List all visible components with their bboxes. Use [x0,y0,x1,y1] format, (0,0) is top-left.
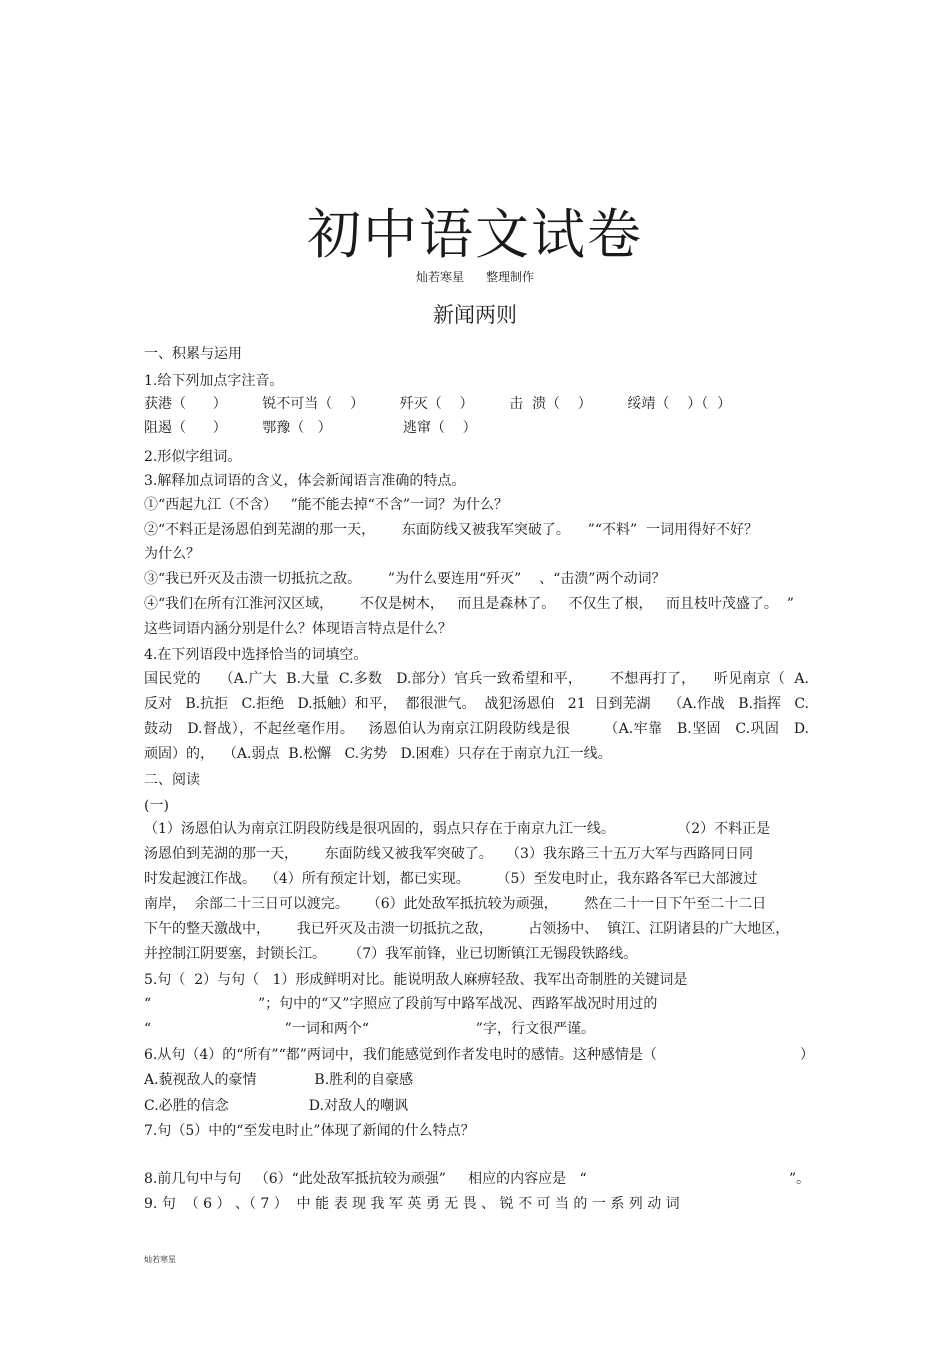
q5-blank-line: “ ”一词和两个“ ”字，行文很严谨。 [144,1021,595,1037]
q3-item-1: ①“西起九江（不含） ”能不能去掉“不含”一词？为什么？ [144,497,508,513]
question-2: 2.形似字组词。 [144,449,242,465]
passage-line: 并控制江阴要塞，封锁长江。 （7）我军前锋，业已切断镇江无锡段铁路线。 [144,946,638,962]
question-9: 9. 句 （ 6 ） 、（ 7 ） 中 能 表 现 我 军 英 勇 无 畏 、 锐 不 可 当 的 一 系 列 动 词 [144,1196,680,1212]
author-name: 灿若寒星 [415,270,464,284]
passage-line: 下午的整天激战中， 我已歼灭及击溃一切抵抗之敌， 占领扬中、 镇江、江阴诸县的广大地区， [144,921,790,937]
q6-bracket: ） [800,1047,814,1063]
question-7: 7.句（5）中的“至发电时止”体现了新闻的什么特点？ [144,1123,475,1139]
q3-item-2-cont: 为什么？ [144,546,200,562]
q6-options-ab: A.藐视敌人的豪情 B.胜利的自豪感 [144,1072,414,1088]
q3-item-4-cont: 这些词语内涵分别是什么？体现语言特点是什么？ [144,621,452,637]
q4-passage-line: 反对 B.抗拒 C.拒绝 D.抵触）和平， 都很泄气。 战犯汤恩伯 21 日到芜湖 （A.作战 B.指挥 C. [144,696,809,712]
question-6: 6.从句（4）的“所有”“都”两词中，我们能感觉到作者发电时的感情。这种感情是（ [144,1047,657,1063]
lesson-title: 新闻两则 [433,303,517,327]
question-1: 1.给下列加点字注音。 [144,373,284,389]
question-3: 3.解释加点词语的含义，体会新闻语言准确的特点。 [144,473,466,489]
passage-line: 时发起渡江作战。 （4）所有预定计划，都已实现。 （5）至发电时止，我东路各军已大部渡过 [144,871,758,887]
q5-blank-line: “ ”；句中的“又”字照应了段前写中路军战况、西路军战况时用过的 [144,996,658,1012]
question-5: 5.句（ 2）与句（ 1）形成鲜明对比。能说明敌人麻痹轻敌、我军出奇制胜的关键词是 [144,972,688,988]
author-credit [0,268,950,286]
q4-passage-line: 国民党的 （A.广大 B.大量 C.多数 D.部分）官兵一致希望和平， 不想再打了， 听见南京（ A. [144,671,809,687]
q6-options-cd: C.必胜的信念 D.对敌人的嘲讽 [144,1098,408,1114]
passage-label: (一) [144,798,169,814]
q4-passage-line: 鼓动 D.督战），不起丝毫作用。 汤恩伯认为南京江阴段防线是很 （A.牢靠 B.坚固 C.巩固 D. [144,721,809,737]
pinyin-row-2: 阻遏（ ） 鄂豫（ ） 逃窜（ ） [144,420,477,436]
question-4: 4.在下列语段中选择恰当的词填空。 [144,647,368,663]
q3-item-2: ②“不料正是汤恩伯到芜湖的那一天， 东面防线又被我军突破了。 ”“不料” 一词用得好不好？ [144,522,759,538]
q8-end: ”。 [789,1171,811,1187]
q4-passage-line: 顽固）的， （A.弱点 B.松懈 C.劣势 D.困难）只存在于南京九江一线。 [144,746,612,762]
q3-item-3: ③“我已歼灭及击溃一切抵抗之敌。 ”为什么要连用“歼灭” 、“击溃”两个动词？ [144,571,666,587]
passage-line: （1）汤恩伯认为南京江阴段防线是很巩固的，弱点只存在于南京九江一线。 （2）不料正是 [144,821,771,837]
question-8: 8.前几句中与句 （6）“此处敌军抵抗较为顽强” 相应的内容应是 “ [144,1171,587,1187]
q3-item-4: ④“我们在所有江淮河汉区域， 不仅是树木， 而且是森林了。 不仅生了根， 而且枝叶茂盛了。 ” [144,596,794,612]
passage-line: 南岸， 余部二十三日可以渡完。 （6）此处敌军抵抗较为顽强， 然在二十一日下午至二十二日 [144,896,767,912]
credit-text: 整理制作 [486,270,535,284]
page-title: 初中语文试卷 [307,203,643,266]
passage-line: 汤恩伯到芜湖的那一天， 东面防线又被我军突破了。 （3）我东路三十五万大军与西路同日同 [144,846,753,862]
pinyin-row-1: 获港（ ） 锐不可当（ ） 歼灭（ ） 击 溃（ ） 绥靖（ ）（ ） [144,396,732,412]
section-heading: 二、阅读 [144,772,200,788]
section-heading: 一、积累与运用 [144,346,242,362]
footer-text: 灿若寒星 [144,1255,176,1264]
